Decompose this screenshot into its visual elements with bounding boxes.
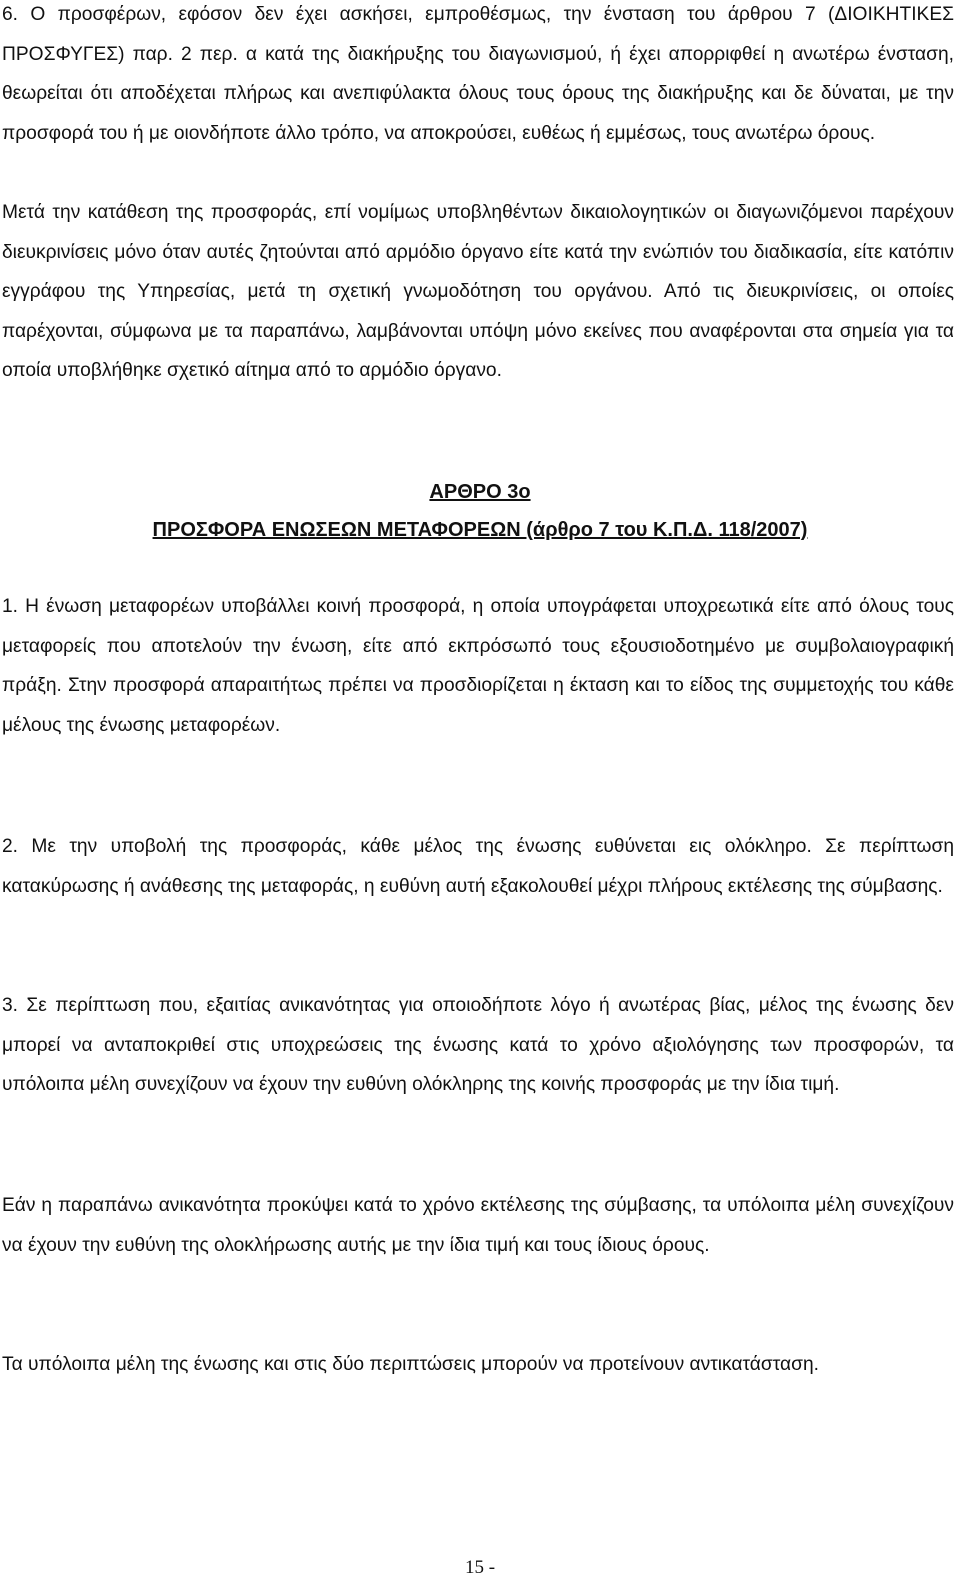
item-6-text: Ο προσφέρων, εφόσον δεν έχει ασκήσει, εμπροθέσμως, την ένσταση του άρθρου 7 (ΔΙΟΙΚΗΤΙΚΕΣ ΠΡΟΣΦΥΓΕΣ) παρ. 2 περ. α κατά της διακήρυξης του διαγωνισμού, ή έχει απορριφθεί η ανωτέρω ένσταση, θεωρείται ότι αποδέχεται πλήρως και ανεπιφύλακτα όλους τους όρους της διακήρυξης και δε δύναται, με την προσφορά του ή με οιονδήποτε άλλο τρόπο, να αποκρούσει, ευθέως ή εμμέσως, τους ανωτέρω όρους.	[2, 4, 954, 144]
page-number: 15 -	[464, 1557, 496, 1578]
paragraph-3: 3. Σε περίπτωση που, εξαιτίας ανικανότητας για οποιοδήποτε λόγο ή ανωτέρας βίας, μέλος της ένωσης δεν μπορεί να ανταποκριθεί στις υποχρεώσεις της ένωσης κατά το χρόνο αξιολόγησης των προσφορών, τα υπόλοιπα μέλη συνεχίζουν να έχουν την ευθύνη ολόκληρης της κοινής προσφοράς με την ίδια τιμή.	[2, 995, 954, 1095]
paragraph-5: Τα υπόλοιπα μέλη της ένωσης και στις δύο περιπτώσεις μπορούν να προτείνουν αντικατάσταση.	[2, 1354, 819, 1375]
paragraph-item-6	[2, 0, 954, 153]
item-6-label: 6.	[2, 4, 19, 25]
paragraph-2: 2. Με την υποβολή της προσφοράς, κάθε μέλος της ένωσης ευθύνεται εις ολόκληρο. Σε περίπτωση κατακύρωσης ή ανάθεσης της μεταφοράς, η ευθύνη αυτή εξακολουθεί μέχρι πλήρους εκτέλεσης της σύμβασης.	[2, 836, 954, 897]
paragraph-1: 1. Η ένωση μεταφορέων υποβάλλει κοινή προσφορά, η οποία υπογράφεται υποχρεωτικά είτε από όλους τους μεταφορείς που αποτελούν την ένωση, είτε από εκπρόσωπό τους εξουσιοδοτημένο με συμβολαιογραφική πράξη. Στην προσφορά απαραιτήτως πρέπει να προσδιορίζεται η έκταση και το είδος της συμμετοχής του κάθε μέλους της ένωσης μεταφορέων.	[2, 596, 954, 736]
paragraph-clarifications: Μετά την κατάθεση της προσφοράς, επί νομίμως υποβληθέντων δικαιολογητικών οι διαγωνιζόμενοι παρέχουν διευκρινίσεις μόνο όταν αυτές ζητούνται από αρμόδιο όργανο είτε κατά την ενώπιόν του διαδικασία, είτε κατόπιν εγγράφου της Υπηρεσίας, μετά τη σχετική γνωμοδότηση του οργάνου. Από τις διευκρινίσεις, οι οποίες παρέχονται, σύμφωνα με τα παραπάνω, λαμβάνονται υπόψη μόνο εκείνες που αναφέρονται στα σημεία για τα οποία υποβλήθηκε σχετικό αίτημα από το αρμόδιο όργανο.	[2, 202, 954, 381]
article-title: ΑΡΘΡΟ 3ο	[429, 481, 531, 503]
paragraph-4: Εάν η παραπάνω ανικανότητα προκύψει κατά το χρόνο εκτέλεσης της σύμβασης, τα υπόλοιπα μέλη συνεχίζουν να έχουν την ευθύνη της ολοκλήρωσης αυτής με την ίδια τιμή και τους ίδιους όρους.	[2, 1195, 954, 1256]
article-subtitle: ΠΡΟΣΦΟΡΑ ΕΝΩΣΕΩΝ ΜΕΤΑΦΟΡΕΩΝ (άρθρο 7 του Κ.Π.Δ. 118/2007)	[152, 519, 808, 541]
